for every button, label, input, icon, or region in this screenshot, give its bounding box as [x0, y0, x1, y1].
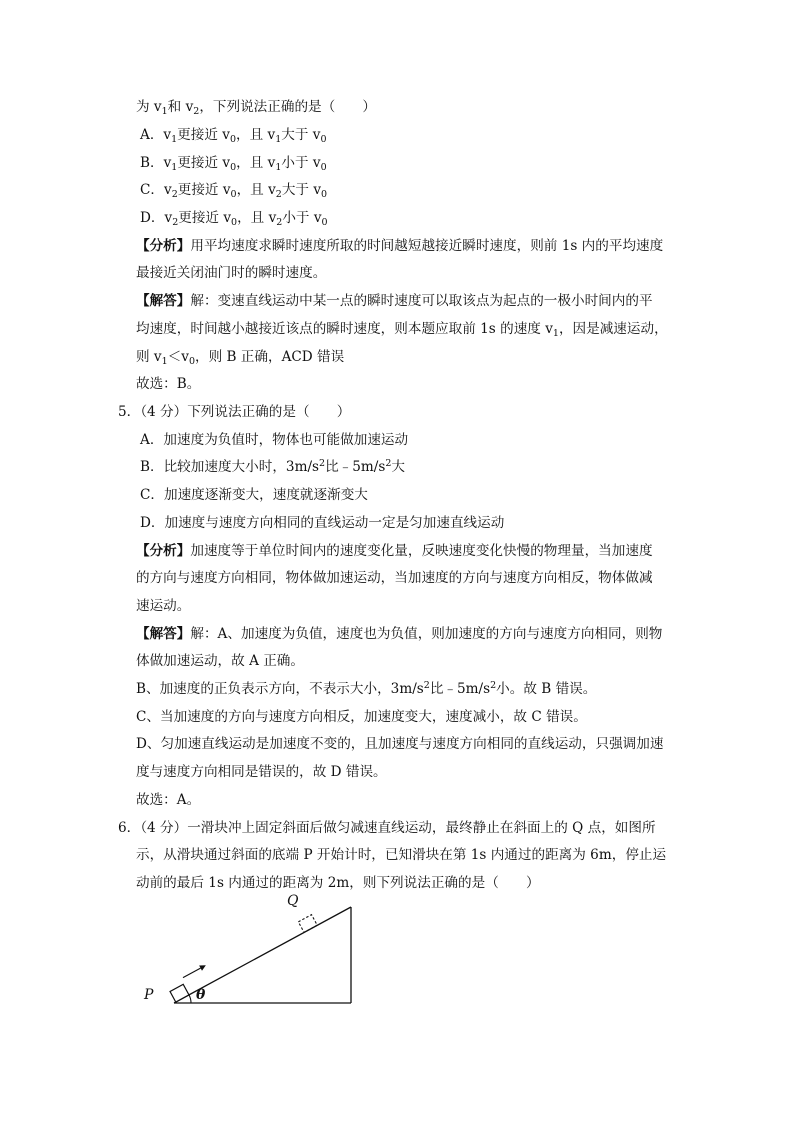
- q5-option-a: A．加速度为负值时，物体也可能做加速运动: [140, 432, 409, 448]
- q4-choice: 故选：B。: [136, 376, 201, 392]
- q6-stem-line-3: 动前的最后 1s 内通过的距离为 2m，则下列说法正确的是（ ）: [136, 875, 540, 891]
- analysis-tag: 【分析】: [136, 238, 191, 254]
- q4-option-d: D．$v_2$更接近 $v_0$，且 $v_2$小于 $v_0$: [140, 210, 328, 228]
- q4-stem: 为 $v_1$和 $v_2$，下列说法正确的是（ ）: [136, 99, 377, 117]
- q5-solution-c: C、当加速度的方向与速度方向相反，加速度变大，速度减小，故 C 错误。: [136, 709, 587, 725]
- q4-option-c: C．$v_2$更接近 $v_0$，且 $v_2$大于 $v_0$: [140, 182, 328, 200]
- q5-solution-d-line-2: 度与速度方向相同是错误的，故 D 错误。: [136, 764, 387, 780]
- q6-stem-line-1: 6．（4 分）一滑块冲上固定斜面后做匀减速直线运动，最终静止在斜面上的 Q 点，如图所: [118, 820, 656, 836]
- motion-arrow: [182, 963, 208, 981]
- q4-solution-line-2: 均速度，时间越小越接近该点的瞬时速度，则本题应取前 1s 的速度 $v_1$，因是减速运动，: [136, 321, 668, 339]
- q5-analysis-line-3: 速运动。: [136, 598, 191, 614]
- q5-solution-b: B、加速度的正负表示方向，不表示大小，$3m/s^2$比$﹣5m/s^2$小。故 B 错误。: [136, 680, 597, 697]
- q5-option-b: B．比较加速度大小时，$3m/s^2$比$﹣5m/s^2$大: [140, 458, 406, 475]
- q5-stem: 5．（4 分）下列说法正确的是（ ）: [118, 404, 351, 420]
- q4-option-b: B．$v_1$更接近 $v_0$，且 $v_1$小于 $v_0$: [140, 155, 327, 173]
- solution-tag: 【解答】: [136, 626, 191, 642]
- q4-solution-line-1: 【解答】解：变速直线运动中某一点的瞬时速度可以取该点为起点的一极小时间内的平: [136, 293, 653, 309]
- solution-tag: 【解答】: [136, 293, 191, 309]
- q5-solution-d-line-1: D、匀加速直线运动是加速度不变的，且加速度与速度方向相同的直线运动，只强调加速: [136, 736, 664, 752]
- label-q: Q: [287, 893, 299, 909]
- q4-option-a: A．$v_1$更接近 $v_0$，且 $v_1$大于 $v_0$: [140, 127, 327, 145]
- label-p: P: [144, 987, 154, 1003]
- q5-solution-line-1: 【解答】解：A、加速度为负值，速度也为负值，则加速度的方向与速度方向相同，则物: [136, 626, 663, 642]
- q4-analysis-line-1: 【分析】用平均速度求瞬时速度所取的时间越短越接近瞬时速度，则前 1s 内的平均速度: [136, 238, 664, 254]
- label-theta: θ: [196, 987, 206, 1003]
- q6-stem-line-2: 示，从滑块通过斜面的底端 P 开始计时，已知滑块在第 1s 内通过的距离为 6m，停止运: [136, 847, 667, 863]
- analysis-tag: 【分析】: [136, 543, 191, 559]
- incline-diagram: [130, 890, 370, 1015]
- q5-option-d: D．加速度与速度方向相同的直线运动一定是匀加速直线运动: [140, 515, 505, 531]
- q5-choice: 故选：A。: [136, 792, 201, 808]
- q5-analysis-line-1: 【分析】加速度等于单位时间内的速度变化量，反映速度变化快慢的物理量，当加速度: [136, 543, 653, 559]
- slider-block: [170, 984, 189, 1002]
- q5-analysis-line-2: 的方向与速度方向相同，物体做加速运动，当加速度的方向与速度方向相反，物体做减: [136, 570, 653, 586]
- angle-arc: [189, 995, 191, 1003]
- q5-option-c: C．加速度逐渐变大，速度就逐渐变大: [140, 487, 368, 503]
- q4-analysis-line-2: 最接近关闭油门时的瞬时速度。: [136, 265, 327, 281]
- q4-solution-line-3: 则 $v_1<v_0$，则 B 正确，ACD 错误: [136, 349, 345, 367]
- q5-solution-line-2: 体做加速运动，故 A 正确。: [136, 653, 304, 669]
- incline-figure: [130, 890, 370, 1015]
